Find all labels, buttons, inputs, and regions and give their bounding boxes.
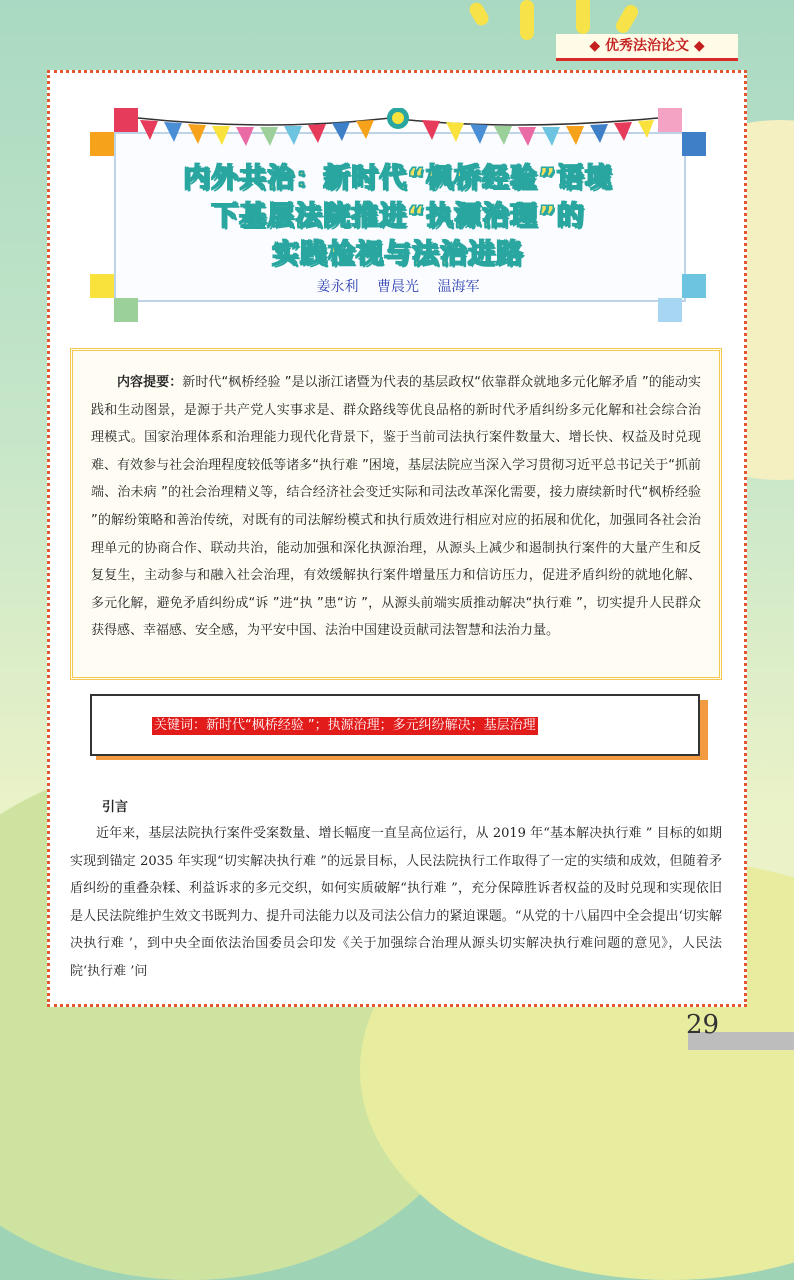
title-banner [90,108,706,322]
corner-square [658,298,682,322]
sun-ray [520,0,534,40]
abstract-box [70,348,722,680]
page-number: 29 [686,1010,720,1040]
title-line-1: 内外共治：新时代“枫桥经验”语境 [183,163,613,194]
body-paragraph: 近年来，基层法院执行案件受案数量、增长幅度一直呈高位运行，从 2019 年“基本解决执行难 ” 目标的如期实现到锚定 2035 年实现“切实解决执行难 ”的远景目标，人民法院执行工作取得了一定的实绩和成效，但随着矛盾纠纷的重叠杂糅、利益诉求的多元交织，如何实质破解“执行难 ”，充分保障胜诉者权益的及时兑现和实现依旧是人民法院维护生效文书既判力、提升司法能力以及司法公信力的紧迫课题。“从党的十八届四中全会提出‘切实解决执行难 ’，到中央全面依法治国委员会印发《关于加强综合治理从源头切实解决执行难问题的意见》，人民法院‘执行难 ’问 [70,826,722,979]
abstract-label: 内容提要： [117,375,183,390]
title-line-2: 下基层法院推进“执源治理”的 [211,201,585,232]
section-tag: ◆ 优秀法治论文 ◆ [556,34,738,61]
sun-ray [576,0,590,34]
abstract-content: 新时代“枫桥经验 ”是以浙江诸暨为代表的基层政权“依靠群众就地多元化解矛盾 ”的能动实践和生动图景，是源于共产党人实事求是、群众路线等优良品格的新时代矛盾纠纷多元化解和社会综合治理模式。国家治理体系和治理能力现代化背景下，鉴于当前司法执行案件数量大、增长快、权益及时兑现难、有效参与社会治理程度较低等诸多“执行难 ”困境，基层法院应当深入学习贯彻习近平总书记关于“抓前端、治未病 ”的社会治理精义等，结合经济社会变迁实际和司法改革深化需要，接力赓续新时代“枫桥经验 ”的解纷策略和善治传统，对既有的司法解纷模式和执行质效进行相应对应的拓展和优化，加强同各社会治理单元的协商合作、联动共治，能动加强和深化执源治理，从源头上减少和遏制执行案件的大量产生和反复复生，主动参与和融入社会治理，有效缓解执行案件增量压力和信访压力，促进矛盾纠纷的就地化解、多元化解，避免矛盾纠纷成“诉 ”进“执 ”患“访 ”，从源头前端实质推动解决“执行难 ”，切实提升人民群众获得感、幸福感、安全感，为平安中国、法治中国建设贡献司法智慧和法治力量。 [91,375,701,639]
intro-heading: 引言 [102,800,129,815]
corner-square [114,298,138,322]
keywords-box [90,694,700,756]
keywords-text: 关键词：新时代“枫桥经验 ”；执源治理；多元纠纷解决；基层治理 [154,718,536,733]
abstract-text [91,369,701,645]
title-line-3: 实践检视与法治进路 [272,239,524,270]
authors: 姜永利 曹晨光 温海军 [316,279,480,295]
